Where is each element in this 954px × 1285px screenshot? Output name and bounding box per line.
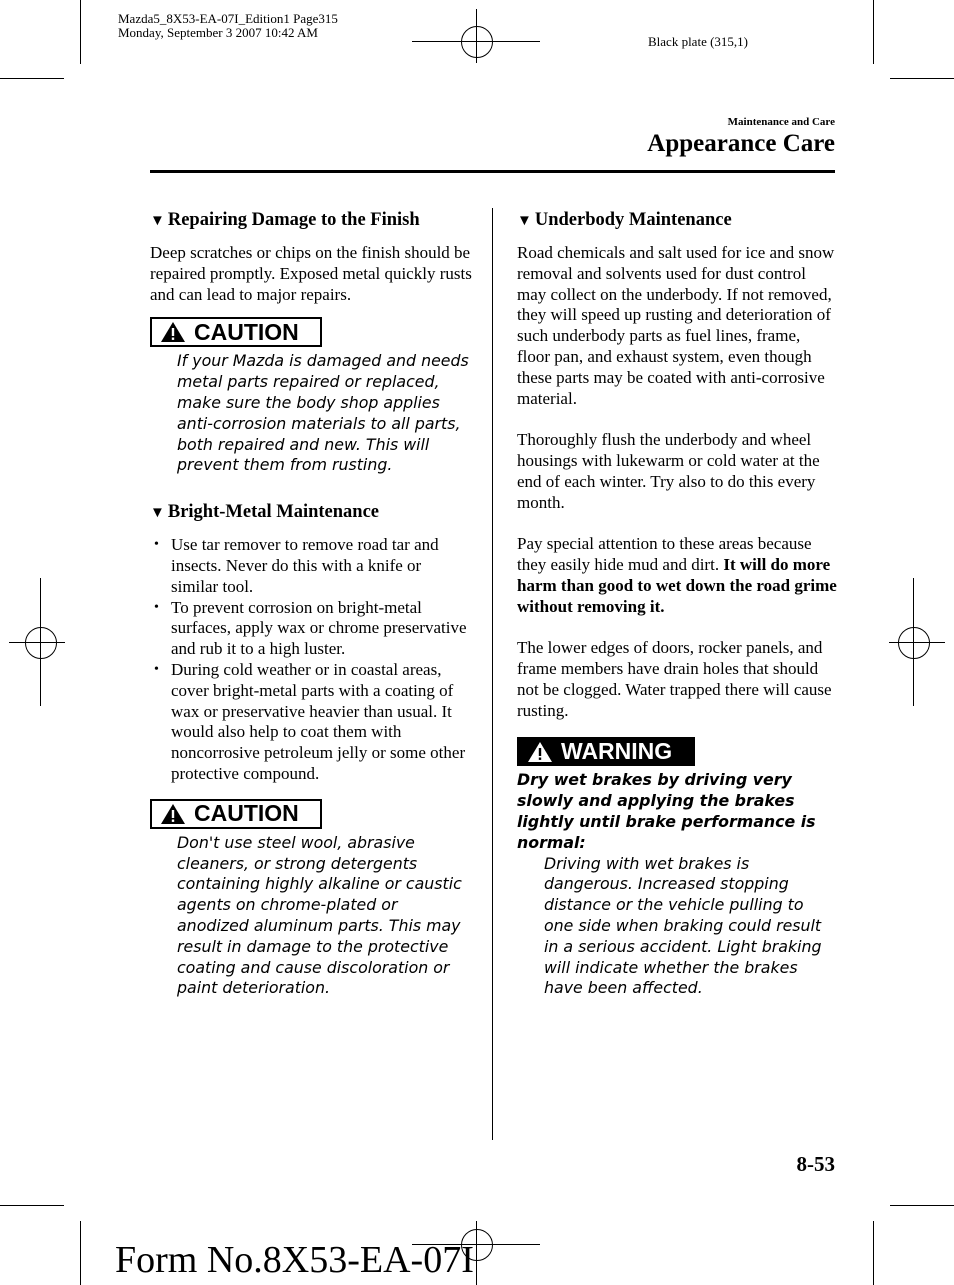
form-number: Form No.8X53-EA-07I: [115, 1239, 474, 1281]
crop-mark: [890, 78, 954, 79]
underbody-para-3: Pay special attention to these areas because they easily hide mud and dirt. It will do more harm than good to wet down the road grime without removing it.: [517, 534, 837, 616]
caution-badge: CAUTION: [150, 317, 322, 347]
print-slug-line1: Mazda5_8X53-EA-07I_Edition1 Page315: [118, 11, 338, 26]
right-column: [517, 208, 837, 999]
registration-circle: [25, 627, 57, 659]
exclamation-triangle-icon: [160, 321, 186, 343]
caution-text: Don't use steel wool, abrasive cleaners, or strong detergents containing highly alkaline or caustic agents on chrome-plated or anodized aluminum parts. This may result in damage to the protective coating and cause discoloration or paint deterioration.: [177, 832, 462, 998]
repairing-body: Deep scratches or chips on the finish should be repaired promptly. Exposed metal quickly rusts and can lead to major repairs.: [150, 243, 472, 304]
list-item: • Use tar remover to remove road tar and insects. Never do this with a knife or similar tool.: [150, 535, 472, 597]
caution-text: If your Mazda is damaged and needs metal parts repaired or replaced, make sure the body shop applies anti-corrosion materials to all parts, both repaired and new. This will prevent them from rusting.: [177, 351, 469, 475]
title-rule: [150, 170, 835, 173]
print-slug-line2: Monday, September 3 2007 10:42 AM: [118, 25, 318, 40]
warning-lead: Dry wet brakes by driving very slowly and applying the brakes lightly until brake performance is normal:: [517, 770, 816, 852]
crop-mark: [0, 78, 64, 79]
crop-mark: [873, 1221, 874, 1285]
plate-label: Black plate (315,1): [648, 34, 748, 49]
list-item: • To prevent corrosion on bright-metal surfaces, apply wax or chrome preservative and rub it to a high luster.: [150, 598, 472, 660]
section-heading-repairing: ▼ Repairing Damage to the Finish: [150, 210, 420, 230]
list-item: • During cold weather or in coastal areas, cover bright-metal parts with a coating of wax or preservative heavier than usual. It would also help to coat them with noncorrosive petroleum jelly or some other protective compound.: [150, 660, 472, 785]
emphasis-text: It will do more harm than good to wet down the road grime without removing it.: [517, 554, 837, 616]
exclamation-triangle-icon: [160, 803, 186, 825]
underbody-para-2: Thoroughly flush the underbody and wheel housings with lukewarm or cold water at the end of each winter. Try also to do this every month.: [517, 430, 820, 512]
page-title: Appearance Care: [647, 130, 835, 157]
underbody-para-4: The lower edges of doors, rocker panels, and frame members have drain holes that should not be clogged. Water trapped there will cause rusting.: [517, 638, 832, 720]
bright-metal-list: [150, 535, 472, 785]
warning-body: Driving with wet brakes is dangerous. Increased stopping distance or the vehicle pulling to one side when braking could result in a serious accident. Light braking will indicate whether the brakes have been affected.: [544, 853, 822, 998]
warning-badge: WARNING: [517, 737, 695, 766]
section-heading-underbody: ▼ Underbody Maintenance: [517, 210, 732, 230]
crop-mark: [873, 0, 874, 64]
down-triangle-icon: ▼: [517, 213, 532, 229]
down-triangle-icon: ▼: [150, 213, 165, 229]
print-slug: [118, 12, 338, 40]
exclamation-triangle-icon: [527, 741, 553, 763]
crop-mark: [80, 0, 81, 64]
caution-badge: CAUTION: [150, 799, 322, 829]
page-number: 8-53: [796, 1152, 835, 1176]
crop-mark: [80, 1221, 81, 1285]
chapter-label: Maintenance and Care: [727, 116, 835, 128]
section-heading-bright-metal: ▼ Bright-Metal Maintenance: [150, 502, 380, 523]
registration-circle: [898, 627, 930, 659]
left-column: [150, 208, 472, 999]
underbody-para-1: Road chemicals and salt used for ice and snow removal and solvents used for dust control may collect on the underbody. If not removed, they will speed up rusting and deterioration of such underbody parts as fuel lines, frame, floor pan, and exhaust system, even though these parts may be coated with anti-corrosive material.: [517, 243, 835, 408]
crop-mark: [890, 1205, 954, 1206]
column-divider: [492, 208, 493, 1140]
registration-circle: [461, 26, 493, 58]
crop-mark: [0, 1205, 64, 1206]
down-triangle-icon: ▼: [150, 505, 165, 522]
